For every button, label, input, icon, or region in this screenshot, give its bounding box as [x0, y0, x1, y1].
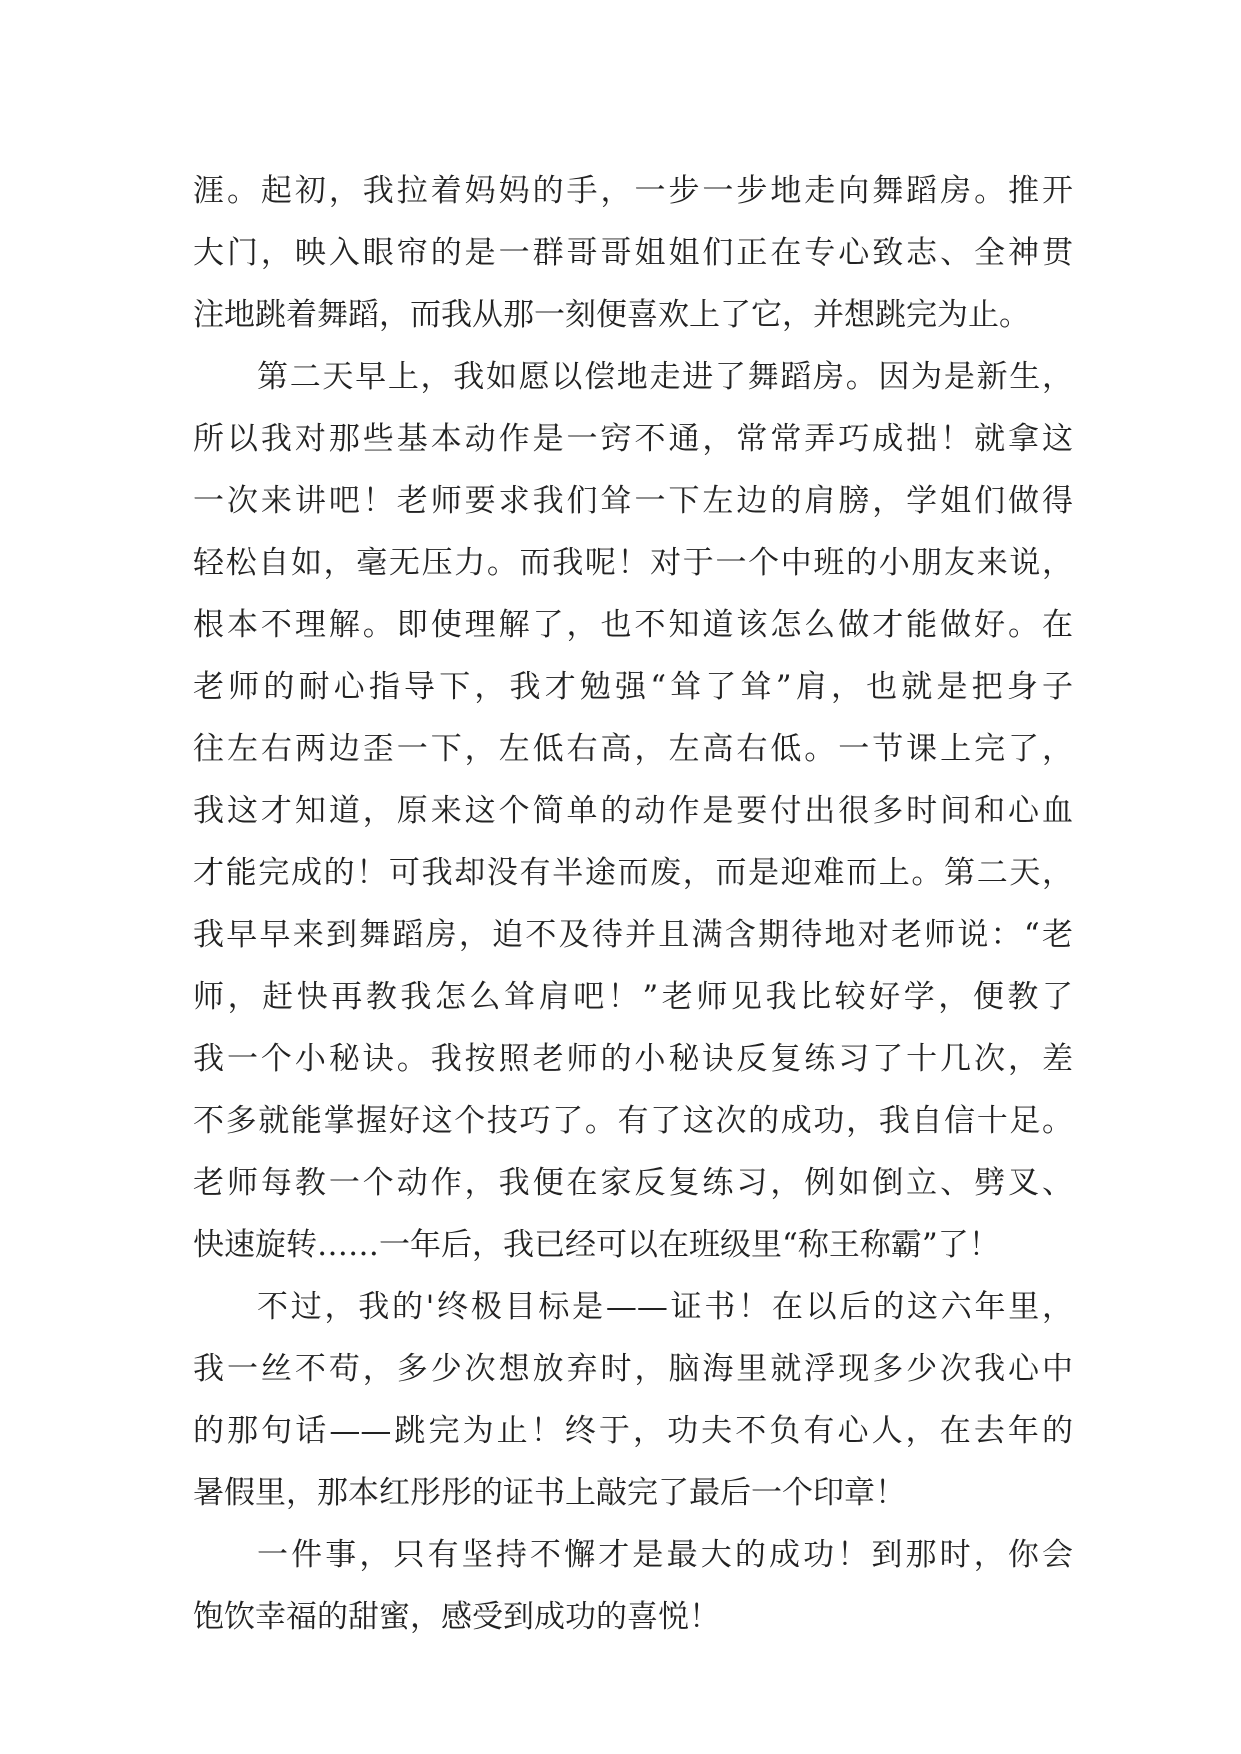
text-line: 老师的耐心指导下，我才勉强“耸了耸”肩，也就是把身子 — [193, 669, 1073, 705]
text-line: 暑假里，那本红彤彤的证书上敲完了最后一个印章！ — [193, 1475, 906, 1511]
text-line: 不多就能掌握好这个技巧了。有了这次的成功，我自信十足。 — [193, 1103, 1073, 1139]
text-line: 往左右两边歪一下，左低右高，左高右低。一节课上完了， — [193, 731, 1073, 767]
text-line: 注地跳着舞蹈，而我从那一刻便喜欢上了它，并想跳完为止。 — [193, 297, 1030, 333]
text-line: 一次来讲吧！老师要求我们耸一下左边的肩膀，学姐们做得 — [193, 483, 1073, 519]
text-line: 涯。起初，我拉着妈妈的手，一步一步地走向舞蹈房。推开 — [193, 173, 1073, 209]
text-line: 才能完成的！可我却没有半途而废，而是迎难而上。第二天， — [193, 855, 1073, 891]
paragraph-first-line: 不过，我的'终极目标是——证书！在以后的这六年里， — [257, 1289, 1073, 1325]
text-line: 师，赶快再教我怎么耸肩吧！”老师见我比较好学，便教了 — [193, 979, 1073, 1015]
text-line: 老师每教一个动作，我便在家反复练习，例如倒立、劈叉、 — [193, 1165, 1073, 1201]
text-line: 大门，映入眼帘的是一群哥哥姐姐们正在专心致志、全神贯 — [193, 235, 1073, 271]
text-line: 饱饮幸福的甜蜜，感受到成功的喜悦！ — [193, 1599, 720, 1635]
text-line: 轻松自如，毫无压力。而我呢！对于一个中班的小朋友来说， — [193, 545, 1073, 581]
text-line: 我一个小秘诀。我按照老师的小秘诀反复练习了十几次，差 — [193, 1041, 1073, 1077]
text-line: 我一丝不苟，多少次想放弃时，脑海里就浮现多少次我心中 — [193, 1351, 1073, 1387]
paragraph-first-line: 第二天早上，我如愿以偿地走进了舞蹈房。因为是新生， — [257, 359, 1073, 395]
text-line: 所以我对那些基本动作是一窍不通，常常弄巧成拙！就拿这 — [193, 421, 1073, 457]
paragraph-first-line: 一件事，只有坚持不懈才是最大的成功！到那时，你会 — [257, 1537, 1073, 1573]
text-line: 根本不理解。即使理解了，也不知道该怎么做才能做好。在 — [193, 607, 1073, 643]
text-line: 我这才知道，原来这个简单的动作是要付出很多时间和心血 — [193, 793, 1073, 829]
text-line: 我早早来到舞蹈房，迫不及待并且满含期待地对老师说：“老 — [193, 917, 1073, 953]
text-line: 快速旋转……一年后，我已经可以在班级里“称王称霸”了！ — [193, 1227, 1000, 1263]
essay-body — [193, 160, 1073, 1648]
text-line: 的那句话——跳完为止！终于，功夫不负有心人，在去年的 — [193, 1413, 1073, 1449]
